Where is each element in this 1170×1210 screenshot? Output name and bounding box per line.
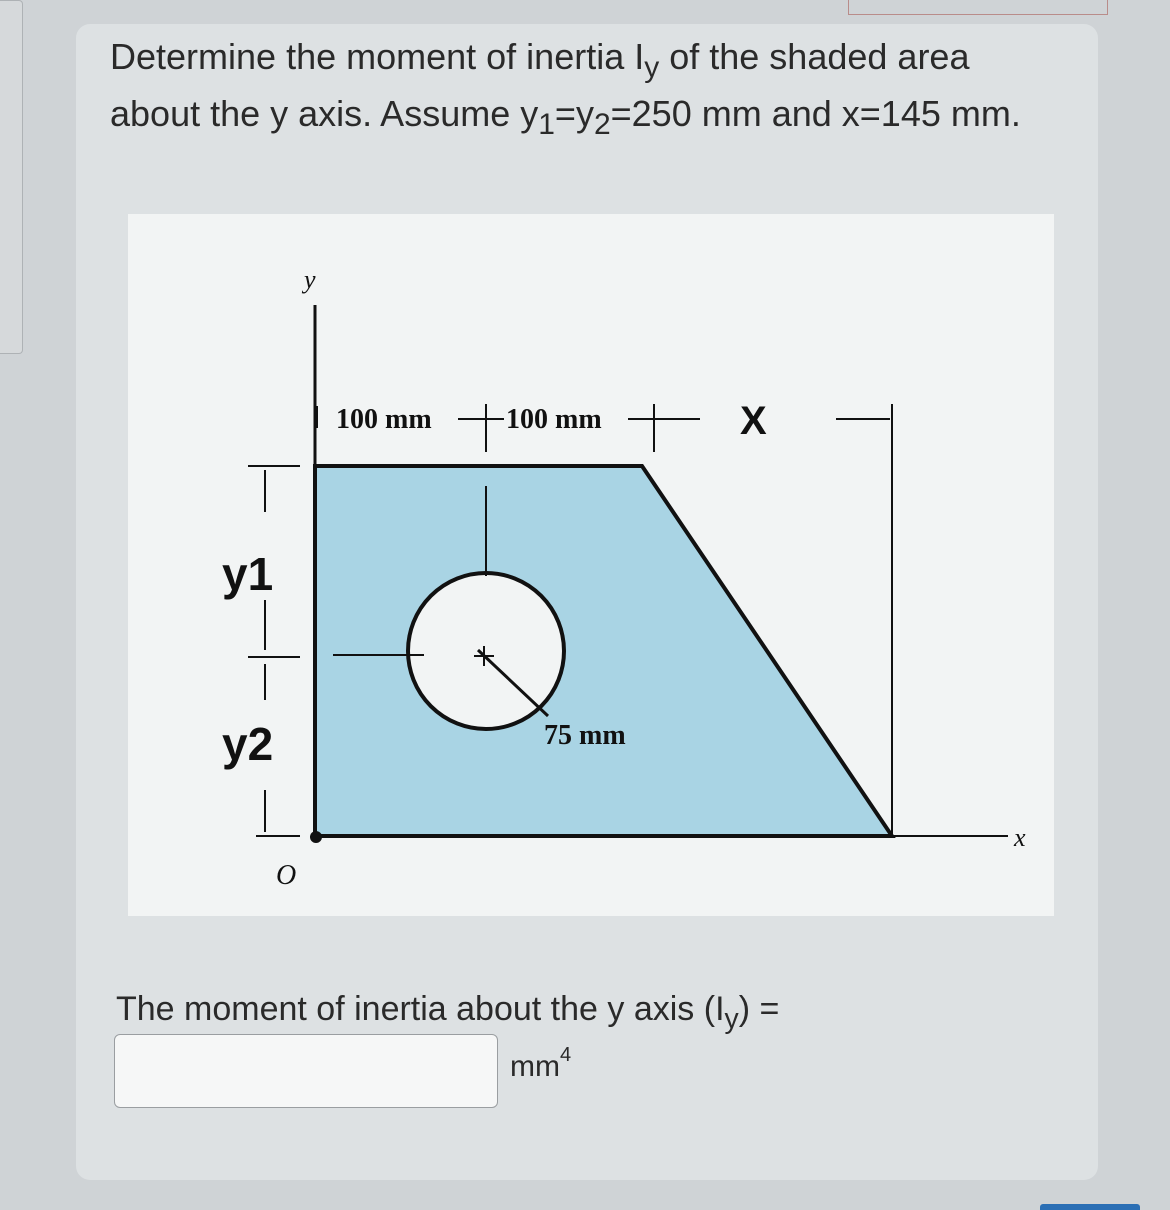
dim-left-2-label: y2 xyxy=(222,718,274,770)
answer-label-pre: The moment of inertia about the y axis (I xyxy=(116,990,725,1028)
origin-dot xyxy=(310,831,322,843)
bottom-button-edge[interactable] xyxy=(1040,1204,1140,1210)
dim-top-2-label: 100 mm xyxy=(506,404,602,435)
question-line-2-sub2: 2 xyxy=(593,108,611,142)
circular-hole xyxy=(408,573,564,729)
answer-label xyxy=(116,990,779,1036)
y-axis-label: y xyxy=(304,265,316,294)
shaded-area xyxy=(315,466,892,836)
origin-label: O xyxy=(276,860,297,891)
question-line-1-sub: y xyxy=(644,51,660,85)
answer-label-sub: y xyxy=(724,1002,739,1035)
x-axis-label: x xyxy=(1014,823,1026,852)
dim-left-1-label: y1 xyxy=(222,548,274,600)
dim-top-3-label: X xyxy=(740,399,767,443)
answer-unit-exp: 4 xyxy=(559,1044,572,1066)
question-line-2-sub1: 1 xyxy=(538,108,555,142)
answer-unit-base: mm xyxy=(510,1050,560,1083)
dim-top-1-label: 100 mm xyxy=(336,404,432,435)
question-line-1-pre: Determine the moment of inertia I xyxy=(110,36,645,77)
answer-input[interactable] xyxy=(114,1034,498,1108)
answer-label-post: ) = xyxy=(738,990,780,1028)
question-line-2-post: =250 mm and x=145 mm. xyxy=(610,93,1021,135)
question-line-2-mid: =y xyxy=(554,93,594,135)
question-line-1-post: of the shaded area xyxy=(659,36,970,77)
radius-label: 75 mm xyxy=(544,720,626,751)
answer-unit xyxy=(510,1044,572,1084)
question-line-2-pre: about the y axis. Assume y xyxy=(110,93,539,135)
